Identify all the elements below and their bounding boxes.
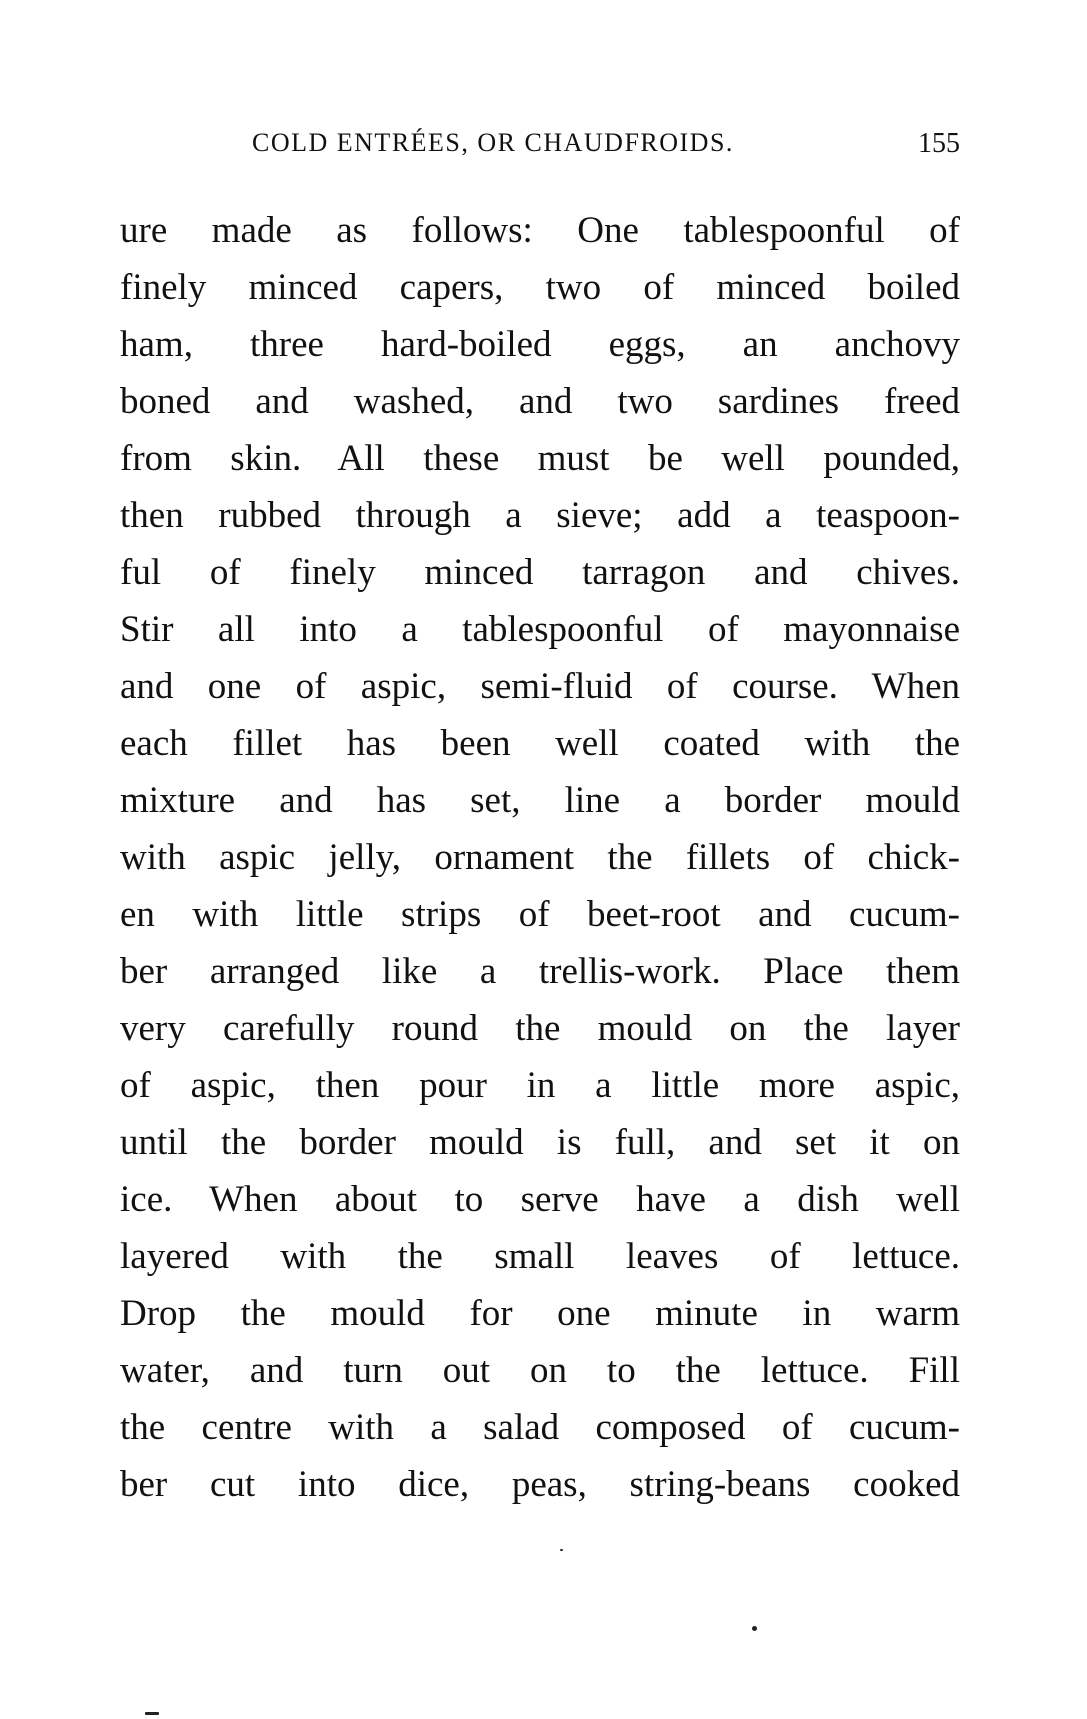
running-head: [120, 128, 960, 168]
text-line: en with little strips of beet-root and cucum-: [120, 894, 960, 935]
text-line: Drop the mould for one minute in warm: [120, 1293, 960, 1334]
text-line: layered with the small leaves of lettuce.: [120, 1236, 960, 1277]
text-line: from skin. All these must be well pounded,: [120, 438, 960, 479]
print-speck: [752, 1626, 757, 1631]
text-line: finely minced capers, two of minced boiled: [120, 267, 960, 308]
text-line: ber arranged like a trellis-work. Place them: [120, 951, 960, 992]
text-line: of aspic, then pour in a little more aspic,: [120, 1065, 960, 1106]
text-line: water, and turn out on to the lettuce. Fill: [120, 1350, 960, 1391]
text-line: mixture and has set, line a border mould: [120, 780, 960, 821]
page-number: 155: [918, 128, 960, 159]
text-line: boned and washed, and two sardines freed: [120, 381, 960, 422]
print-speck: [145, 1712, 159, 1715]
text-line: until the border mould is full, and set it on: [120, 1122, 960, 1163]
running-title: COLD ENTRÉES, OR CHAUDFROIDS.: [252, 128, 734, 157]
text-line: ure made as follows: One tablespoonful of: [120, 210, 960, 251]
text-line: the centre with a salad composed of cucum-: [120, 1407, 960, 1448]
body-text: [120, 202, 960, 1513]
text-line: then rubbed through a sieve; add a teaspoon-: [120, 495, 960, 536]
text-line: with aspic jelly, ornament the fillets of chick-: [120, 837, 960, 878]
text-line: very carefully round the mould on the layer: [120, 1008, 960, 1049]
text-line: and one of aspic, semi-fluid of course. When: [120, 666, 960, 707]
text-line: Stir all into a tablespoonful of mayonnaise: [120, 609, 960, 650]
text-line: ice. When about to serve have a dish well: [120, 1179, 960, 1220]
print-speck: [560, 1549, 563, 1551]
text-line: ful of finely minced tarragon and chives.: [120, 552, 960, 593]
text-line: each fillet has been well coated with the: [120, 723, 960, 764]
text-line: ber cut into dice, peas, string-beans cooked: [120, 1464, 960, 1505]
text-line: ham, three hard-boiled eggs, an anchovy: [120, 324, 960, 365]
